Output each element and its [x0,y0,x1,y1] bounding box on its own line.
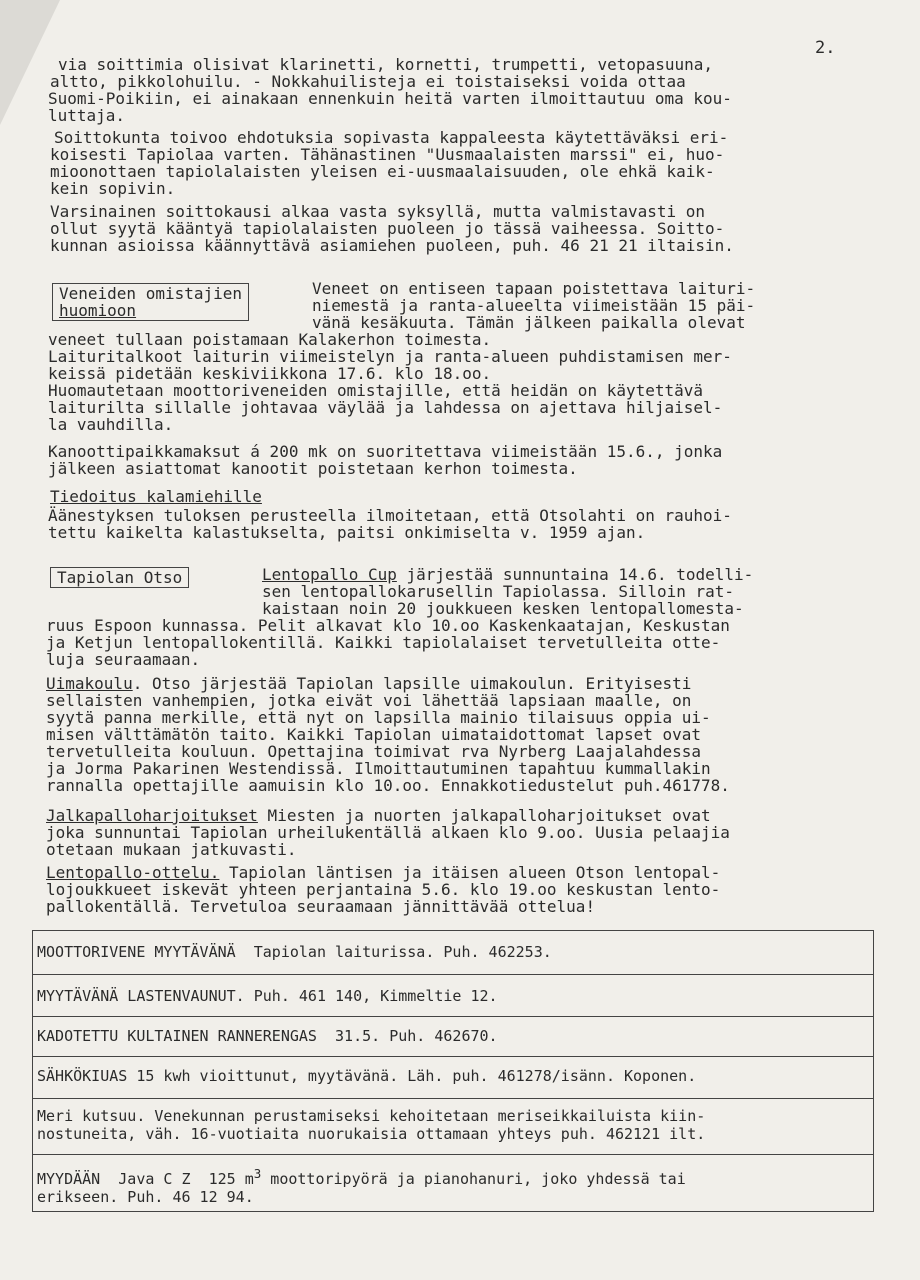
text-run: MYYDÄÄN Java C Z 125 m [37,1170,254,1188]
text-line: otetaan mukaan jatkuvasti. [46,840,297,859]
text-line: Huomautetaan moottoriveneiden omistajille, että heidän on käytettävä [48,381,704,400]
text-line: kunnan asioissa käännyttävä asiamiehen puoleen, puh. 46 21 21 iltaisin. [50,236,734,255]
text-line: keissä pidetään keskiviikkona 17.6. klo 18.oo. [48,364,492,383]
text-run: moottoripyörä ja pianohanuri, joko yhdessä tai [261,1170,686,1188]
text-line: kaistaan noin 20 joukkueen kesken lentopallomesta- [262,599,744,618]
text-line: Soittokunta toivoo ehdotuksia sopivasta kappaleesta käytettäväksi eri- [54,128,729,147]
text-line: rannalla opettajille aamuisin klo 10.oo. Ennakkotiedustelut puh.461778. [46,776,730,795]
text-line [46,864,720,881]
ad-text: SÄHKÖKIUAS 15 kwh vioittunut, myytävänä. Läh. puh. 461278/isänn. Koponen. [37,1067,697,1085]
ad-text: nostuneita, väh. 16-vuotiaita nuorukaisia ottamaan yhteys puh. 462121 ilt. [37,1125,706,1143]
superscript: 3 [253,1166,262,1181]
text-line: kein sopivin. [50,179,176,198]
text-line: laiturilta sillalle johtavaa väylää ja lahdessa on ajettava hiljaisel- [48,398,723,417]
text-line: sen lentopallokarusellin Tapiolassa. Silloin rat- [262,582,735,601]
ad-text: MOOTTORIVENE MYYTÄVÄNÄ Tapiolan laiturissa. Puh. 462253. [37,943,552,961]
text-line: lojoukkueet iskevät yhteen perjantaina 5.6. klo 19.oo keskustan lento- [46,880,721,899]
classified-ad [32,930,874,974]
text-line [46,675,691,692]
section-heading: Tiedoitus kalamiehille [50,487,262,506]
section-heading: Jalkapalloharjoitukset [46,806,258,825]
ad-text [37,1165,869,1188]
text-line: Laituritalkoot laiturin viimeistelyn ja ranta-alueen puhdistamisen mer- [48,347,732,366]
boat-owners-notice-box [52,283,249,321]
ad-text: KADOTETTU KULTAINEN RANNERENGAS 31.5. Puh. 462670. [37,1027,498,1045]
text-line: mioonottaen tapiolalaisten yleisen ei-uusmaalaisuuden, ole ehkä kaik- [50,162,715,181]
text-run: järjestää sunnuntaina 14.6. todelli- [396,565,754,584]
text-line: Äänestyksen tuloksen perusteella ilmoitetaan, että Otsolahti on rauhoi- [48,506,732,525]
text-run: Tapiolan läntisen ja itäisen alueen Otson lentopal- [219,863,721,882]
text-line: koisesti Tapiolaa varten. Tähänastinen "Uusmaalaisten marssi" ei, huo- [50,145,725,164]
classified-ad [32,1016,874,1056]
text-line: tervetulleita kouluun. Opettajina toimivat rva Nyrberg Laajalahdessa [46,742,702,761]
text-line: ja Ketjun lentopallokentillä. Kaikki tapiolalaiset tervetulleita otte- [46,633,721,652]
text-line: jälkeen asiattomat kanootit poistetaan kerhon toimesta. [48,459,578,478]
classified-ad [32,1098,874,1154]
box-label-text: Veneiden omistajien [59,284,243,303]
text-line: Veneet on entiseen tapaan poistettava laituri- [312,279,756,298]
text-line: tettu kaikelta kalastukselta, paitsi onkimiselta v. 1959 ajan. [48,523,646,542]
text-line: Varsinainen soittokausi alkaa vasta syksyllä, mutta valmistavasti on [50,202,706,221]
ad-text: Meri kutsuu. Venekunnan perustamiseksi kehoitetaan meriseikkailuista kiin- [37,1107,706,1125]
text-line [262,566,753,583]
section-heading: Lentopallo Cup [262,565,397,584]
classified-ad [32,1056,874,1098]
ad-text: erikseen. Puh. 46 12 94. [37,1188,254,1206]
text-line: vänä kesäkuuta. Tämän jälkeen paikalla olevat [312,313,746,332]
text-line: ollut syytä kääntyä tapiolalaisten puoleen jo tässä vaiheessa. Soitto- [50,219,725,238]
text-line [46,807,711,824]
text-line: misen välttämätön taito. Kaikki Tapiolan uimataidottomat lapset ovat [46,725,702,744]
page-number: 2. [815,38,836,58]
classified-ad [32,1154,874,1212]
text-line: pallokentällä. Tervetuloa seuraamaan jännittävää ottelua! [46,897,596,916]
section-heading: Lentopallo-ottelu. [46,863,220,882]
classified-ad [32,974,874,1016]
text-line: ja Jorma Pakarinen Westendissä. Ilmoittautuminen tapahtuu kummallakin [46,759,711,778]
text-line: altto, pikkolohuilu. - Nokkahuilisteja ei toistaiseksi voida ottaa [50,72,686,91]
text-line: luja seuraamaan. [46,650,201,669]
text-line: joka sunnuntai Tapiolan urheilukentällä alkaen klo 9.oo. Uusia pelaajia [46,823,730,842]
text-run: . Otso järjestää Tapiolan lapsille uimakoulun. Erityisesti [132,674,692,693]
text-line: via soittimia olisivat klarinetti, kornetti, trumpetti, vetopasuuna, [58,55,714,74]
text-line: veneet tullaan poistamaan Kalakerhon toimesta. [48,330,492,349]
text-line: Suomi-Poikiin, ei ainakaan ennenkuin heitä varten ilmoittautuu oma kou- [48,89,732,108]
text-line: luttaja. [48,106,126,125]
section-heading: Uimakoulu [46,674,133,693]
text-line: la vauhdilla. [48,415,174,434]
text-line: ruus Espoon kunnassa. Pelit alkavat klo 10.oo Kaskenkaatajan, Keskustan [46,616,730,635]
box-label-text: huomioon [59,301,137,320]
text-line: sellaisten vanhempien, jotka eivät voi lähettää lapsiaan maalle, on [46,691,692,710]
text-line: Kanoottipaikkamaksut á 200 mk on suoritettava viimeistään 15.6., jonka [48,442,723,461]
text-run: Miesten ja nuorten jalkapalloharjoitukset ovat [257,806,711,825]
tapiolan-otso-box: Tapiolan Otso [50,567,189,588]
ad-text: MYYTÄVÄNÄ LASTENVAUNUT. Puh. 461 140, Kimmeltie 12. [37,987,498,1005]
text-line: syytä panna merkille, että nyt on lapsilla mainio tilaisuus oppia ui- [46,708,711,727]
text-line: niemestä ja ranta-alueelta viimeistään 15 päi- [312,296,756,315]
